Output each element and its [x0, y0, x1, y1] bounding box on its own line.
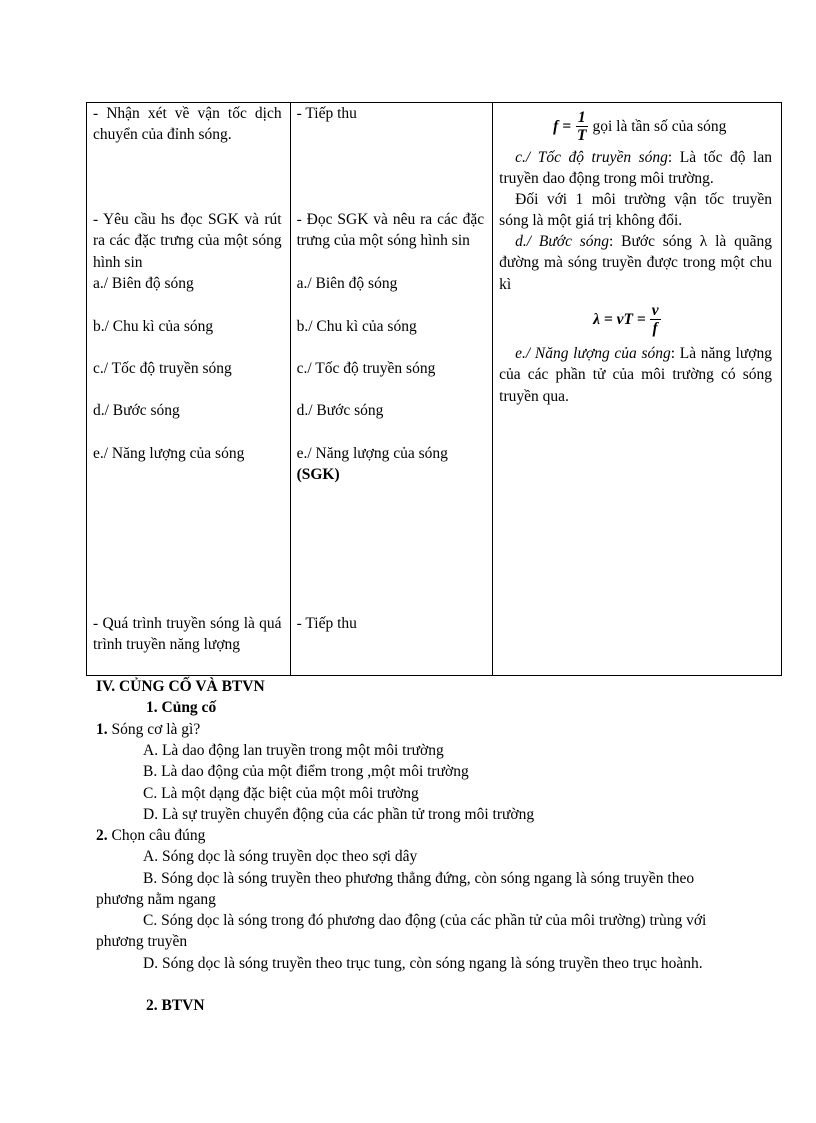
energy-title: e./ Năng lượng của sóng: [515, 345, 671, 362]
formula-lam-den: f: [652, 320, 658, 337]
formula-f-lhs: f =: [553, 118, 572, 135]
col1-item-d: d./ Bước sóng: [93, 402, 180, 419]
col2-item-d: d./ Bước sóng: [296, 402, 384, 419]
speed-constant-paragraph: Đối với 1 môi trường vận tốc truyền sóng là một giá trị không đổi.: [499, 191, 772, 230]
wavelength-text: : Bước sóng λ là quãng đường mà sóng truyền được trong một chu kì: [499, 233, 772, 293]
wavelength-title: d./ Bước sóng: [515, 233, 610, 250]
subsection-homework: 2. BTVN: [146, 997, 205, 1014]
q1-option-b: B. Là dao động của một điểm trong ,một môi trường: [143, 763, 469, 780]
question-2-number: 2.: [96, 827, 108, 844]
section-heading: IV. CỦNG CỐ VÀ BTVN: [96, 678, 265, 695]
q1-option-a: A. Là dao động lan truyền trong một môi trường: [143, 742, 444, 759]
col1-item-c: c./ Tốc độ truyền sóng: [93, 360, 232, 377]
formula-f-fraction: [575, 110, 588, 144]
subsection-consolidation: 1. Củng cố: [146, 699, 217, 716]
formula-f-num: 1: [577, 109, 586, 126]
speed-title: c./ Tốc độ truyền sóng: [515, 149, 668, 166]
content-column: [493, 103, 782, 676]
col2-item-b: b./ Chu kì của sóng: [296, 318, 417, 335]
col1-observe-speed: - Nhận xét về vận tốc dịch chuyển của đỉnh sóng.: [93, 105, 282, 144]
speed-text: : Là tốc độ lan truyền dao động trong môi trường.: [499, 149, 772, 188]
q1-option-c: C. Là một dạng đặc biệt của một môi trường: [143, 785, 419, 802]
question-2-text: Chọn câu đúng: [107, 827, 206, 844]
formula-lam-fraction: [650, 303, 661, 337]
question-1: [96, 719, 746, 740]
col2-receive-1: - Tiếp thu: [296, 105, 357, 122]
formula-lam-lhs: λ = vT =: [593, 311, 646, 328]
col1-item-e: e./ Năng lượng của sóng: [93, 445, 245, 462]
wavelength-paragraph: [499, 231, 772, 295]
wavelength-formula: [593, 299, 664, 341]
formula-f-den: T: [577, 127, 587, 144]
col1-read-sgk: - Yêu cầu hs đọc SGK và rút ra các đặc trưng của một sóng hình sin: [93, 211, 282, 271]
col2-item-a: a./ Biên độ sóng: [296, 275, 398, 292]
col2-item-c: c./ Tốc độ truyền sóng: [296, 360, 436, 377]
col2-receive-2: - Tiếp thu: [296, 615, 357, 632]
frequency-formula: [553, 107, 726, 147]
col2-read-sgk: - Đọc SGK và nêu ra các đặc trưng của một sóng hình sin: [296, 211, 485, 250]
q1-option-d: D. Là sự truyền chuyển động của các phần tử trong môi trường: [143, 806, 535, 823]
student-activity-column: [290, 103, 493, 676]
q2-option-d: D. Sóng dọc là sóng truyền theo trục tung, còn sóng ngang là sóng truyền theo trục hoành.: [143, 955, 703, 972]
energy-paragraph: [499, 343, 772, 407]
formula-f-text: gọi là tần số của sóng: [592, 118, 727, 135]
col2-item-e: e./ Năng lượng của sóng: [296, 445, 448, 462]
col2-sgk-note: (SGK): [296, 466, 340, 483]
question-1-text: Sóng cơ là gì?: [107, 721, 201, 738]
lesson-table: [86, 102, 782, 676]
col1-energy-transfer: - Quá trình truyền sóng là quá trình truyền năng lượng: [93, 615, 282, 654]
q2-option-a: A. Sóng dọc là sóng truyền dọc theo sợi dây: [143, 848, 418, 865]
teacher-activity-column: [87, 103, 291, 676]
question-2: [96, 825, 746, 846]
q2-option-c: C. Sóng dọc là sóng trong đó phương dao động (của các phần tử của môi trường) trùng với phương truyền: [96, 912, 707, 951]
speed-paragraph: [499, 147, 772, 190]
col1-item-b: b./ Chu kì của sóng: [93, 318, 214, 335]
col1-item-a: a./ Biên độ sóng: [93, 275, 194, 292]
formula-lam-num: v: [651, 302, 659, 319]
energy-text: : Là năng lượng của các phần tử của môi trường có sóng truyền qua.: [499, 345, 772, 405]
q2-option-b: B. Sóng dọc là sóng truyền theo phương thẳng đứng, còn sóng ngang là sóng truyền theo phương nằm ngang: [96, 870, 695, 909]
question-1-number: 1.: [96, 721, 108, 738]
